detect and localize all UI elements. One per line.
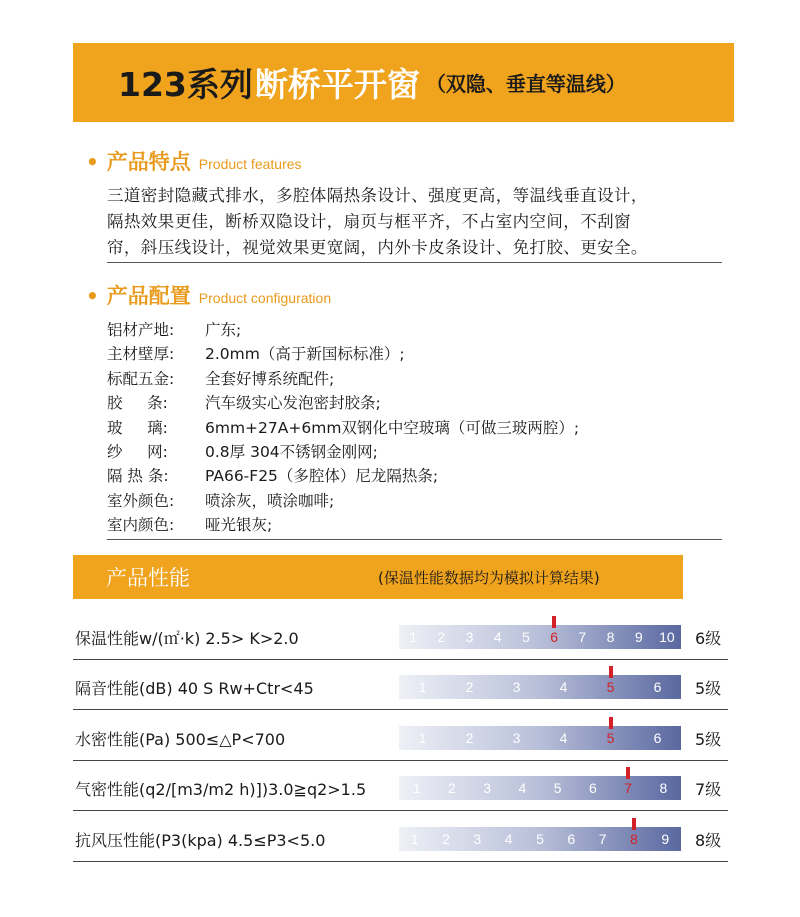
scale-number: 8 (606, 629, 615, 645)
scale-number: 7 (598, 831, 607, 847)
level-marker (552, 616, 556, 628)
config-value: 哑光银灰; (205, 516, 273, 535)
level-text: 5级 (695, 730, 722, 749)
configuration-list (107, 318, 579, 538)
performance-label: 保温性能w/(㎡·k) 2.5> K>2.0 (75, 629, 299, 648)
performance-row (73, 812, 728, 862)
config-value: 汽车级实心发泡密封胶条; (205, 394, 381, 413)
config-value: 喷涂灰，喷涂咖啡; (205, 491, 335, 510)
config-row (107, 464, 579, 488)
bullet-dot-icon: • (86, 150, 99, 174)
scale-number: 10 (659, 629, 675, 645)
level-scale (399, 675, 681, 699)
config-key: 室外颜色: (107, 491, 175, 510)
performance-title: 产品性能 (106, 566, 190, 590)
scale-number: 4 (504, 831, 513, 847)
divider (107, 262, 722, 263)
scale-number: 2 (442, 831, 450, 847)
features-heading (86, 146, 302, 176)
config-row (107, 489, 579, 513)
config-row (107, 318, 579, 342)
level-scale (399, 776, 681, 800)
scale-number: 5 (536, 831, 544, 847)
config-row (107, 440, 579, 464)
scale-number: 3 (473, 831, 482, 847)
scale-number: 6 (653, 730, 662, 746)
level-scale (399, 827, 681, 851)
performance-label: 隔音性能(dB) 40 S Rw+Ctr<45 (75, 679, 314, 698)
config-value: 全套好博系统配件; (205, 369, 335, 388)
scale-number: 5 (606, 730, 615, 746)
performance-row (73, 660, 728, 710)
config-value: 0.8厚 304不锈钢金刚网; (205, 442, 378, 461)
config-key: 标配五金: (107, 369, 175, 388)
performance-row (73, 711, 728, 761)
performance-label: 气密性能(q2/[m3/m2 h)])3.0≧q2>1.5 (75, 780, 367, 799)
performance-row (73, 761, 728, 811)
scale-number: 4 (518, 780, 527, 796)
scale-number: 9 (661, 831, 670, 847)
scale-number: 7 (578, 629, 587, 645)
level-text: 7级 (695, 780, 722, 799)
configuration-heading (86, 280, 331, 310)
level-text: 5级 (695, 679, 722, 698)
configuration-title-cn: 产品配置 (106, 284, 191, 308)
divider (107, 539, 722, 540)
scale-number: 2 (447, 780, 456, 796)
scale-number: 6 (550, 629, 559, 645)
scale-number: 1 (409, 629, 417, 645)
config-key: 主材壁厚: (107, 345, 175, 364)
config-row (107, 367, 579, 391)
scale-number: 2 (437, 629, 446, 645)
configuration-title-en: Product configuration (198, 290, 332, 306)
scale-number: 5 (522, 629, 530, 645)
config-value: 6mm+27A+6mm双钢化中空玻璃（可做三玻两腔）; (205, 418, 580, 437)
level-marker (609, 666, 613, 678)
level-scale (399, 625, 681, 649)
performance-note: (保温性能数据均为模拟计算结果) (378, 568, 600, 587)
scale-number: 2 (465, 679, 474, 695)
config-value: 广东; (205, 321, 242, 339)
config-row (107, 513, 579, 537)
scale-number: 3 (483, 780, 492, 796)
scale-number: 6 (588, 780, 597, 796)
bullet-dot-icon: • (86, 284, 99, 308)
performance-label: 水密性能(Pa) 500≤△P<700 (75, 730, 286, 749)
level-text: 6级 (695, 629, 722, 648)
scale-number: 4 (493, 629, 502, 645)
scale-number: 8 (630, 831, 638, 847)
config-key: 纱 网: (107, 442, 168, 461)
title-banner (73, 43, 734, 122)
scale-number: 7 (624, 780, 633, 796)
features-text (107, 183, 727, 261)
scale-number: 6 (653, 679, 662, 695)
performance-label: 抗风压性能(P3(kpa) 4.5≤P3<5.0 (75, 831, 326, 850)
features-line: 三道密封隐藏式排水，多腔体隔热条设计、强度更高，等温线垂直设计， (107, 186, 648, 205)
config-key: 玻 璃: (107, 418, 168, 437)
config-row (107, 416, 579, 440)
scale-number: 2 (465, 730, 474, 746)
config-value: PA66-F25（多腔体）尼龙隔热条; (205, 467, 439, 486)
config-row (107, 391, 579, 415)
config-key: 室内颜色: (107, 516, 175, 535)
features-title-cn: 产品特点 (106, 150, 191, 174)
config-key: 铝材产地: (107, 321, 175, 339)
level-scale (399, 726, 681, 750)
scale-number: 3 (512, 679, 521, 695)
level-marker (626, 767, 630, 779)
product-subtitle: （双隐、垂直等温线） (425, 72, 626, 96)
product-name: 断桥平开窗 (254, 65, 420, 104)
level-text: 8级 (695, 831, 722, 850)
config-row (107, 342, 579, 366)
series-title: 123系列 (118, 65, 253, 104)
scale-number: 4 (559, 730, 568, 746)
scale-number: 6 (567, 831, 576, 847)
scale-number: 3 (512, 730, 521, 746)
features-title-en: Product features (198, 156, 302, 172)
config-key: 胶 条: (107, 394, 168, 413)
scale-number: 1 (418, 730, 427, 746)
scale-number: 8 (659, 780, 668, 796)
scale-number: 9 (634, 629, 643, 645)
performance-row (73, 610, 728, 660)
scale-number: 5 (606, 679, 615, 695)
config-key: 隔 热 条: (107, 467, 169, 486)
scale-number: 4 (559, 679, 568, 695)
scale-number: 1 (412, 780, 421, 796)
performance-header (73, 555, 683, 599)
features-line: 帘，斜压线设计，视觉效果更宽阔，内外卡皮条设计、免打胶、更安全。 (107, 238, 648, 257)
level-marker (632, 818, 636, 830)
features-line: 隔热效果更佳，断桥双隐设计，扇页与框平齐，不占室内空间，不刮窗 (107, 212, 631, 231)
scale-number: 1 (418, 679, 427, 695)
level-marker (609, 717, 613, 729)
config-value: 2.0mm（高于新国标标准）; (205, 345, 405, 364)
scale-number: 1 (410, 831, 419, 847)
scale-number: 5 (553, 780, 562, 796)
scale-number: 3 (465, 629, 474, 645)
